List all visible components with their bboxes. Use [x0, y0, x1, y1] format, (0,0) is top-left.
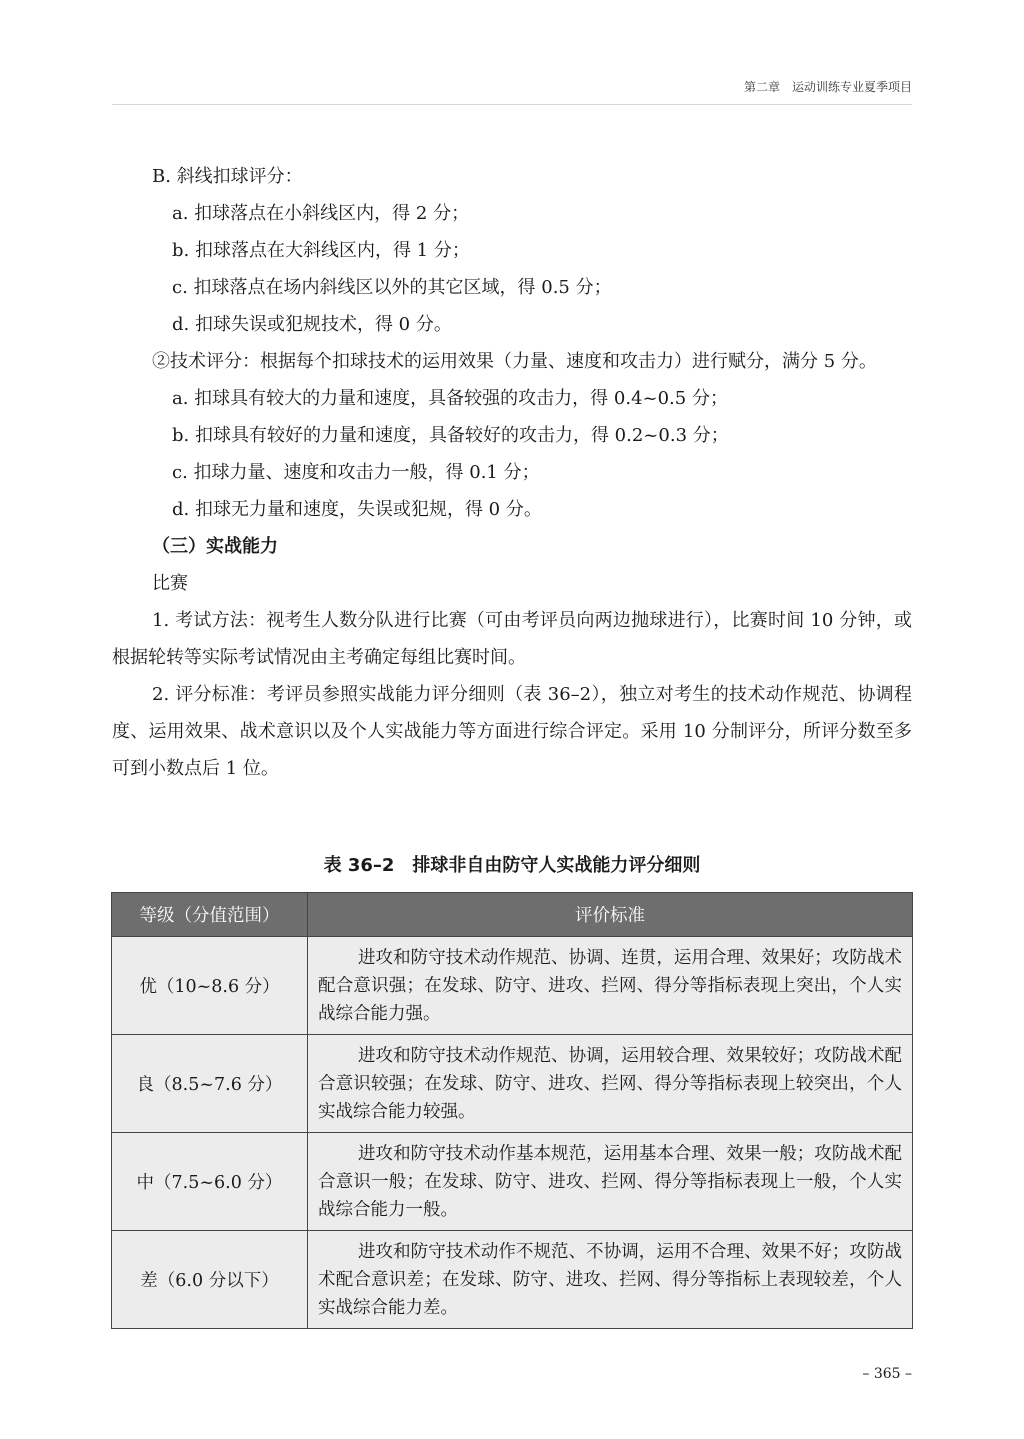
running-header: 第二章 运动训练专业夏季项目	[743, 80, 912, 94]
criteria-cell: 进攻和防守技术动作规范、协调，运用较合理、效果较好；攻防战术配合意识较强；在发球、防守、进攻、拦网、得分等指标表现上较突出，个人实战综合能力较强。	[308, 1035, 913, 1133]
grade-cell: 差（6.0 分以下）	[112, 1231, 308, 1329]
page-number: – 365 –	[862, 1366, 912, 1382]
table-row	[112, 1133, 913, 1231]
column-header-grade: 等级（分值范围）	[112, 893, 308, 937]
criteria-cell: 进攻和防守技术动作不规范、不协调，运用不合理、效果不好；攻防战术配合意识差；在发球、防守、进攻、拦网、得分等指标上表现较差，个人实战综合能力差。	[308, 1231, 913, 1329]
list-item: c. 扣球落点在场内斜线区以外的其它区域，得 0.5 分；	[172, 277, 612, 298]
table-header-row	[112, 893, 913, 937]
criteria-cell: 进攻和防守技术动作基本规范，运用基本合理、效果一般；攻防战术配合意识一般；在发球、防守、进攻、拦网、得分等指标表现上一般，个人实战综合能力一般。	[308, 1133, 913, 1231]
criteria-cell: 进攻和防守技术动作规范、协调、连贯，运用合理、效果好；攻防战术配合意识强；在发球、防守、进攻、拦网、得分等指标表现上突出，个人实战综合能力强。	[308, 937, 913, 1035]
grade-cell: 优（10~8.6 分）	[112, 937, 308, 1035]
list-item: d. 扣球无力量和速度，失误或犯规，得 0 分。	[172, 499, 542, 520]
list-item: a. 扣球落点在小斜线区内，得 2 分；	[172, 203, 470, 224]
list-item: a. 扣球具有较大的力量和速度，具备较强的攻击力，得 0.4~0.5 分；	[172, 388, 728, 409]
table-row	[112, 1035, 913, 1133]
table-title: 表 36–2 排球非自由防守人实战能力评分细则	[323, 855, 701, 876]
page-body	[112, 158, 912, 787]
section-heading: （三）实战能力	[152, 536, 278, 557]
evaluation-table	[111, 892, 913, 1329]
list-item: b. 扣球落点在大斜线区内，得 1 分；	[172, 240, 470, 261]
table-row	[112, 937, 913, 1035]
technique-scoring-paragraph: ②技术评分：根据每个扣球技术的运用效果（力量、速度和攻击力）进行赋分，满分 5 分。	[152, 351, 877, 372]
grade-cell: 良（8.5~7.6 分）	[112, 1035, 308, 1133]
table-row	[112, 1231, 913, 1329]
subsection-title: 比赛	[152, 573, 188, 594]
subsection-heading-b: B. 斜线扣球评分：	[152, 166, 303, 187]
column-header-criteria: 评价标准	[308, 893, 913, 937]
header-divider	[112, 104, 912, 105]
list-item: c. 扣球力量、速度和攻击力一般，得 0.1 分；	[172, 462, 540, 483]
exam-method-paragraph: 1. 考试方法：视考生人数分队进行比赛（可由考评员向两边抛球进行），比赛时间 10 分钟，或根据轮转等实际考试情况由主考确定每组比赛时间。	[112, 610, 912, 668]
list-item: b. 扣球具有较好的力量和速度，具备较好的攻击力，得 0.2~0.3 分；	[172, 425, 729, 446]
scoring-standard-paragraph: 2. 评分标准：考评员参照实战能力评分细则（表 36–2），独立对考生的技术动作规范、协调程度、运用效果、战术意识以及个人实战能力等方面进行综合评定。采用 10 分制评分，所评分数至多可到小数点后 1 位。	[112, 684, 912, 779]
grade-cell: 中（7.5~6.0 分）	[112, 1133, 308, 1231]
list-item: d. 扣球失误或犯规技术，得 0 分。	[172, 314, 452, 335]
